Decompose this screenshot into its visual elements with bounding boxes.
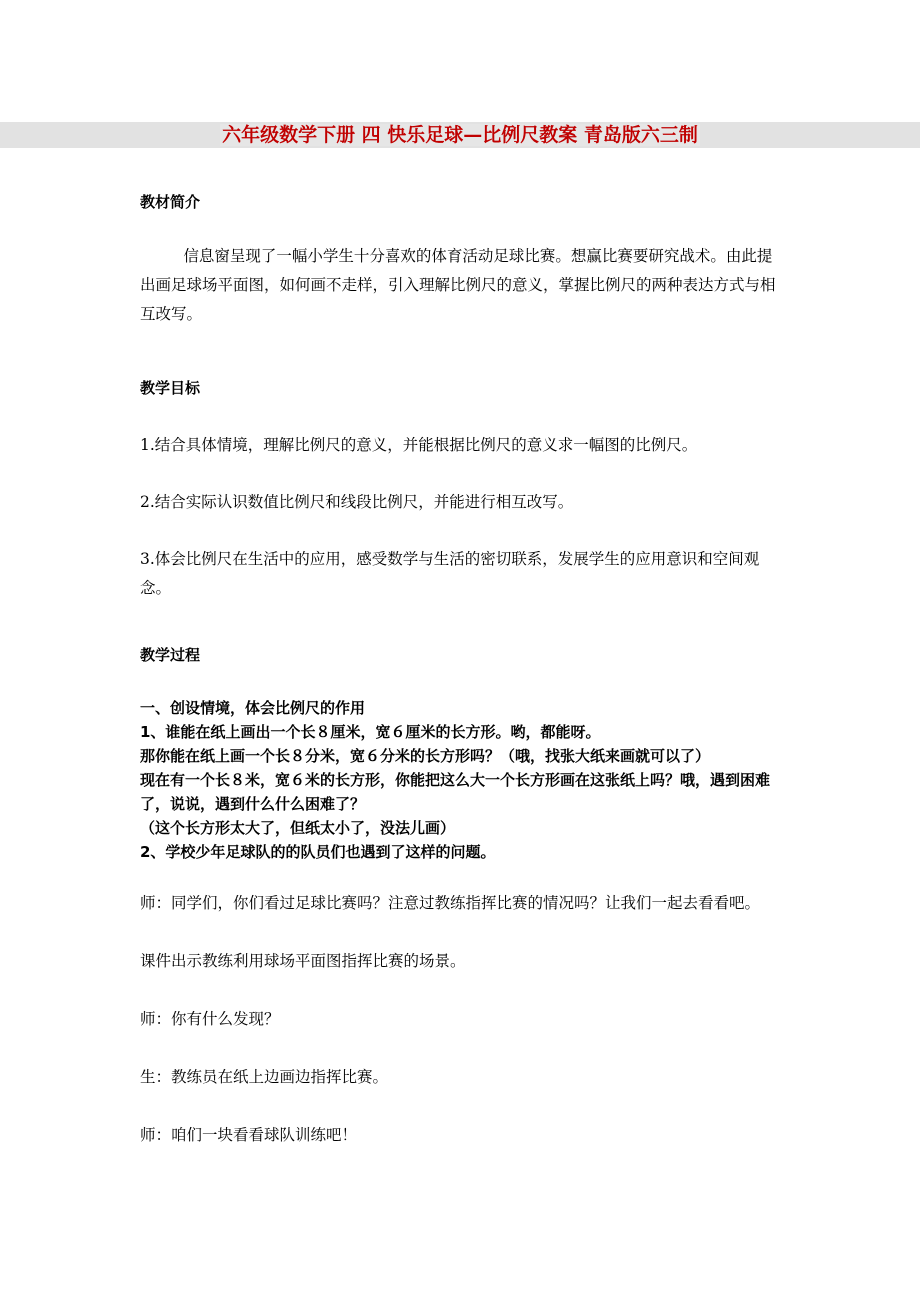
process-line: 现在有一个长８米，宽６米的长方形，你能把这么大一个长方形画在这张纸上吗？哦，遇到困难了，说说，遇到什么什么困难了？ — [140, 771, 771, 813]
process-block — [140, 696, 790, 864]
goal-item-3: 3.体会比例尺在生活中的应用，感受数学与生活的密切联系，发展学生的应用意识和空间观念。 — [140, 550, 760, 597]
process-line: 2、学校少年足球队的的队员们也遇到了这样的问题。 — [140, 843, 496, 861]
process-line: 1、谁能在纸上画出一个长８厘米，宽６厘米的长方形。哟，都能呀。 — [140, 723, 601, 741]
process-step-heading: 一、创设情境，体会比例尺的作用 — [140, 699, 366, 717]
dialog-line: 生：教练员在纸上边画边指挥比赛。 — [140, 1068, 389, 1086]
process-line: （这个长方形太大了，但纸太小了，没法儿画） — [140, 819, 456, 837]
section-heading-goals: 教学目标 — [140, 379, 201, 397]
section-heading-process: 教学过程 — [140, 646, 201, 664]
page-title: 六年级数学下册 四 快乐足球—比例尺教案 青岛版六三制 — [0, 122, 920, 148]
dialog-line: 师：同学们，你们看过足球比赛吗？注意过教练指挥比赛的情况吗？让我们一起去看看吧。 — [140, 894, 761, 912]
dialog-line: 课件出示教练利用球场平面图指挥比赛的场景。 — [140, 952, 466, 970]
section-heading-intro: 教材简介 — [140, 193, 201, 211]
process-line: 那你能在纸上画一个长８分米，宽６分米的长方形吗？（哦，找张大纸来画就可以了） — [140, 747, 711, 765]
goal-item-1: 1.结合具体情境，理解比例尺的意义，并能根据比例尺的意义求一幅图的比例尺。 — [140, 436, 698, 454]
dialog-line: 师：咱们一块看看球队训练吧！ — [140, 1126, 358, 1144]
dialog-line: 师：你有什么发现？ — [140, 1010, 280, 1028]
intro-paragraph: 信息窗呈现了一幅小学生十分喜欢的体育活动足球比赛。想赢比赛要研究战术。由此提出画足球场平面图，如何画不走样，引入理解比例尺的意义，掌握比例尺的两种表达方式与相互改写。 — [140, 247, 776, 323]
goal-item-2: 2.结合实际认识数值比例尺和线段比例尺，并能进行相互改写。 — [140, 493, 574, 511]
